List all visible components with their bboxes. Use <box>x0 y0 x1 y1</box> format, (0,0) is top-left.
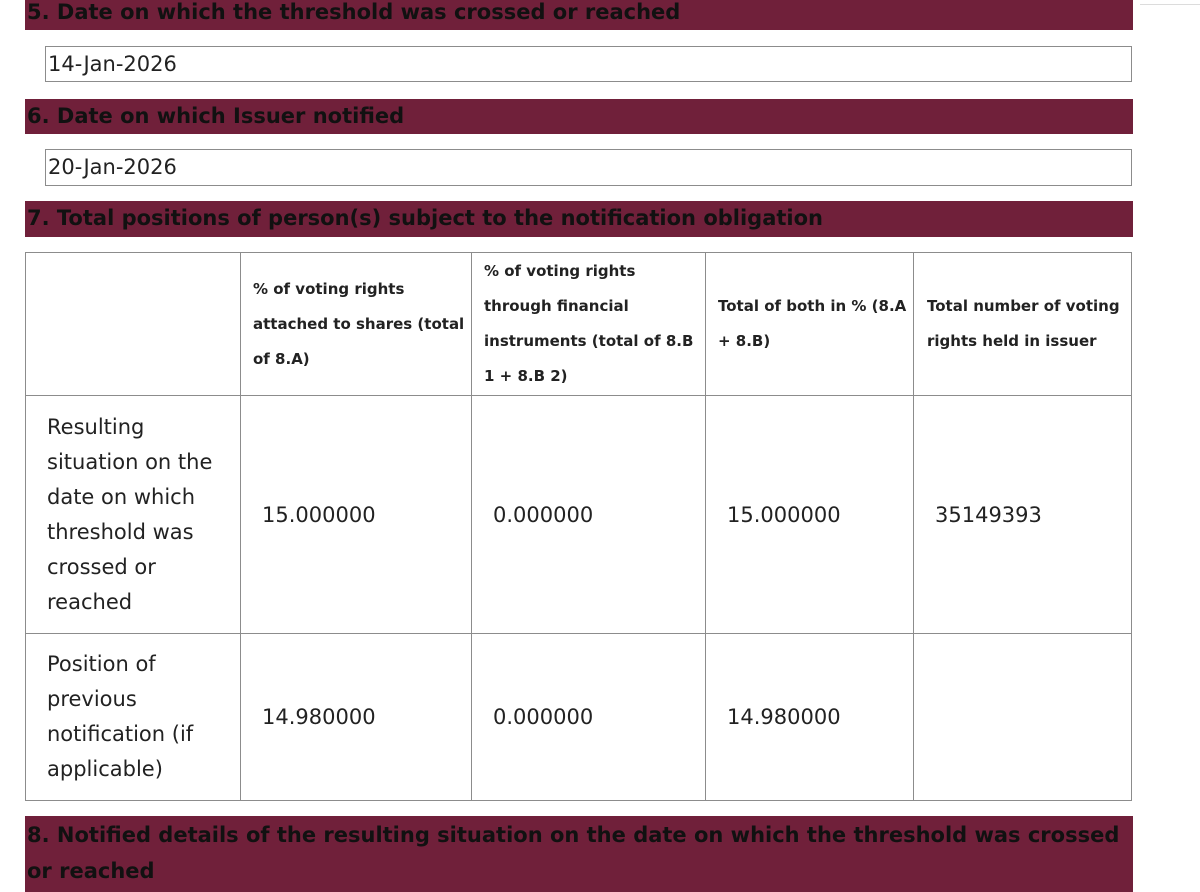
total-positions-table <box>25 252 1132 801</box>
row-label-resulting-situation: Resulting situation on the date on which threshold was crossed or reached <box>26 396 241 634</box>
cell-instruments-pct: 0.000000 <box>472 634 706 801</box>
table-header-total-pct: Total of both in % (8.A + 8.B) <box>706 253 914 396</box>
section-7-header: 7. Total positions of person(s) subject to the notification obligation <box>25 201 1133 237</box>
cell-instruments-pct: 0.000000 <box>472 396 706 634</box>
table-header-instruments-pct: % of voting rights through financial instruments (total of 8.B 1 + 8.B 2) <box>472 253 706 396</box>
section-6-header: 6. Date on which Issuer notified <box>25 99 1133 134</box>
table-header-row <box>26 253 1132 396</box>
cell-total-voting-rights: 35149393 <box>914 396 1132 634</box>
cell-total-pct: 15.000000 <box>706 396 914 634</box>
section-8-header: 8. Notified details of the resulting situation on the date on which the threshold was crossed or reached <box>25 816 1133 892</box>
cell-total-pct: 14.980000 <box>706 634 914 801</box>
section-5-header: 5. Date on which the threshold was crossed or reached <box>25 0 1133 30</box>
table-header-shares-pct: % of voting rights attached to shares (total of 8.A) <box>241 253 472 396</box>
table-row <box>26 634 1132 801</box>
cell-shares-pct: 14.980000 <box>241 634 472 801</box>
cell-shares-pct: 15.000000 <box>241 396 472 634</box>
row-label-previous-notification: Position of previous notification (if applicable) <box>26 634 241 801</box>
cell-total-voting-rights <box>914 634 1132 801</box>
top-divider <box>1140 4 1200 5</box>
threshold-date-field: 14-Jan-2026 <box>45 46 1132 82</box>
table-row <box>26 396 1132 634</box>
table-header-blank <box>26 253 241 396</box>
issuer-notified-date-field: 20-Jan-2026 <box>45 149 1132 186</box>
table-header-total-voting-rights: Total number of voting rights held in issuer <box>914 253 1132 396</box>
